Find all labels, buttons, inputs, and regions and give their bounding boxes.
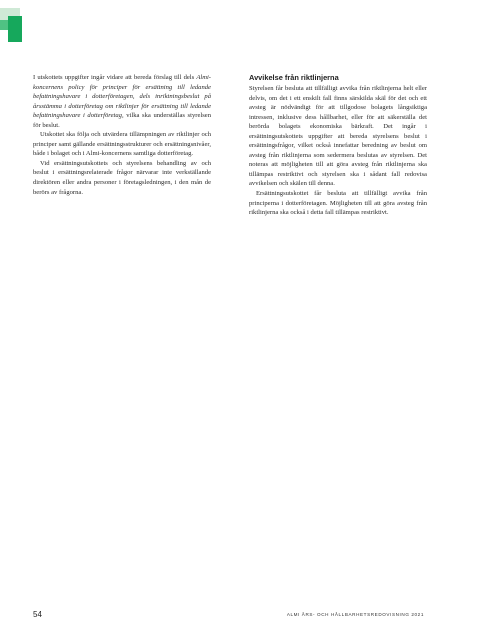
running-footer-title: ALMI ÅRS- OCH HÅLLBARHETSREDOVISNING 2021 <box>286 612 424 617</box>
left-paragraph-2: Utskottet ska följa och utvärdera tillämpningen av riktlinjer och principer samt gällande ersättningsstrukturer och ersättningsnivåer, både i bolaget och i Almi-koncernens samtliga dotterföretag. <box>33 131 211 158</box>
left-p1-italic-text: Almi-koncernens policy för principer för ersättning till ledande befattningshavare i dotterföretagen, dels inriktningsbeslut på årsstämma i dotterföretag om riktlinjer för ersättning till ledande befattningshavare i dotterföretag, <box>33 74 211 120</box>
section-heading: Avvikelse från riktlinjerna <box>249 73 339 82</box>
left-p1-text-start: I utskottets uppgifter ingår vidare att bereda förslag till dels <box>33 74 197 81</box>
right-column <box>249 73 427 218</box>
left-column <box>33 73 211 197</box>
left-paragraph-1 <box>33 73 211 130</box>
left-p1-text-end: vilka ska underställas styrelsen för beslut. <box>33 112 211 129</box>
brand-square-dark <box>8 16 22 42</box>
right-paragraph-2: Ersättningsutskottet får besluta att tillfälligt avvika från principerna i dotterföretagen. Möjligheten till att göra avsteg från riktlinjerna ska också i detta fall tillämpas restriktivt. <box>249 190 427 217</box>
left-paragraph-3: Vid ersättningsutskottets och styrelsens behandling av och beslut i ersättningsrelaterade frågor närvarar inte verkställande direktören eller andra personer i företagsledningen, i den mån de berörs av frågorna. <box>33 159 211 196</box>
page-number: 54 <box>33 610 42 619</box>
right-paragraph-1: Styrelsen får besluta att tillfälligt avvika från riktlinjerna helt eller delvis, om det i ett enskilt fall finns särskilda skäl för det och ett avsteg är nödvändigt för att tillgodose bolagets långsiktiga intressen, inklusive dess hållbarhet, eller för att säkerställa det berörda bolagets ekonomiska bärkraft. Det ingår i ersättningsutskottets uppgifter att bereda styrelsens beslut i ersättningsfrågor, vilket också innefattar beredning av beslut om avsteg från riktlinjerna som sedermera beslutas av styrelsen. Det noteras att möjligheten till att göra avsteg från riktlinjerna ska tillämpas restriktivt och styrelsen ska i sådant fall redovisa avvikelsen och skälen till denna. <box>249 85 427 188</box>
corner-brand-mark <box>0 0 34 42</box>
